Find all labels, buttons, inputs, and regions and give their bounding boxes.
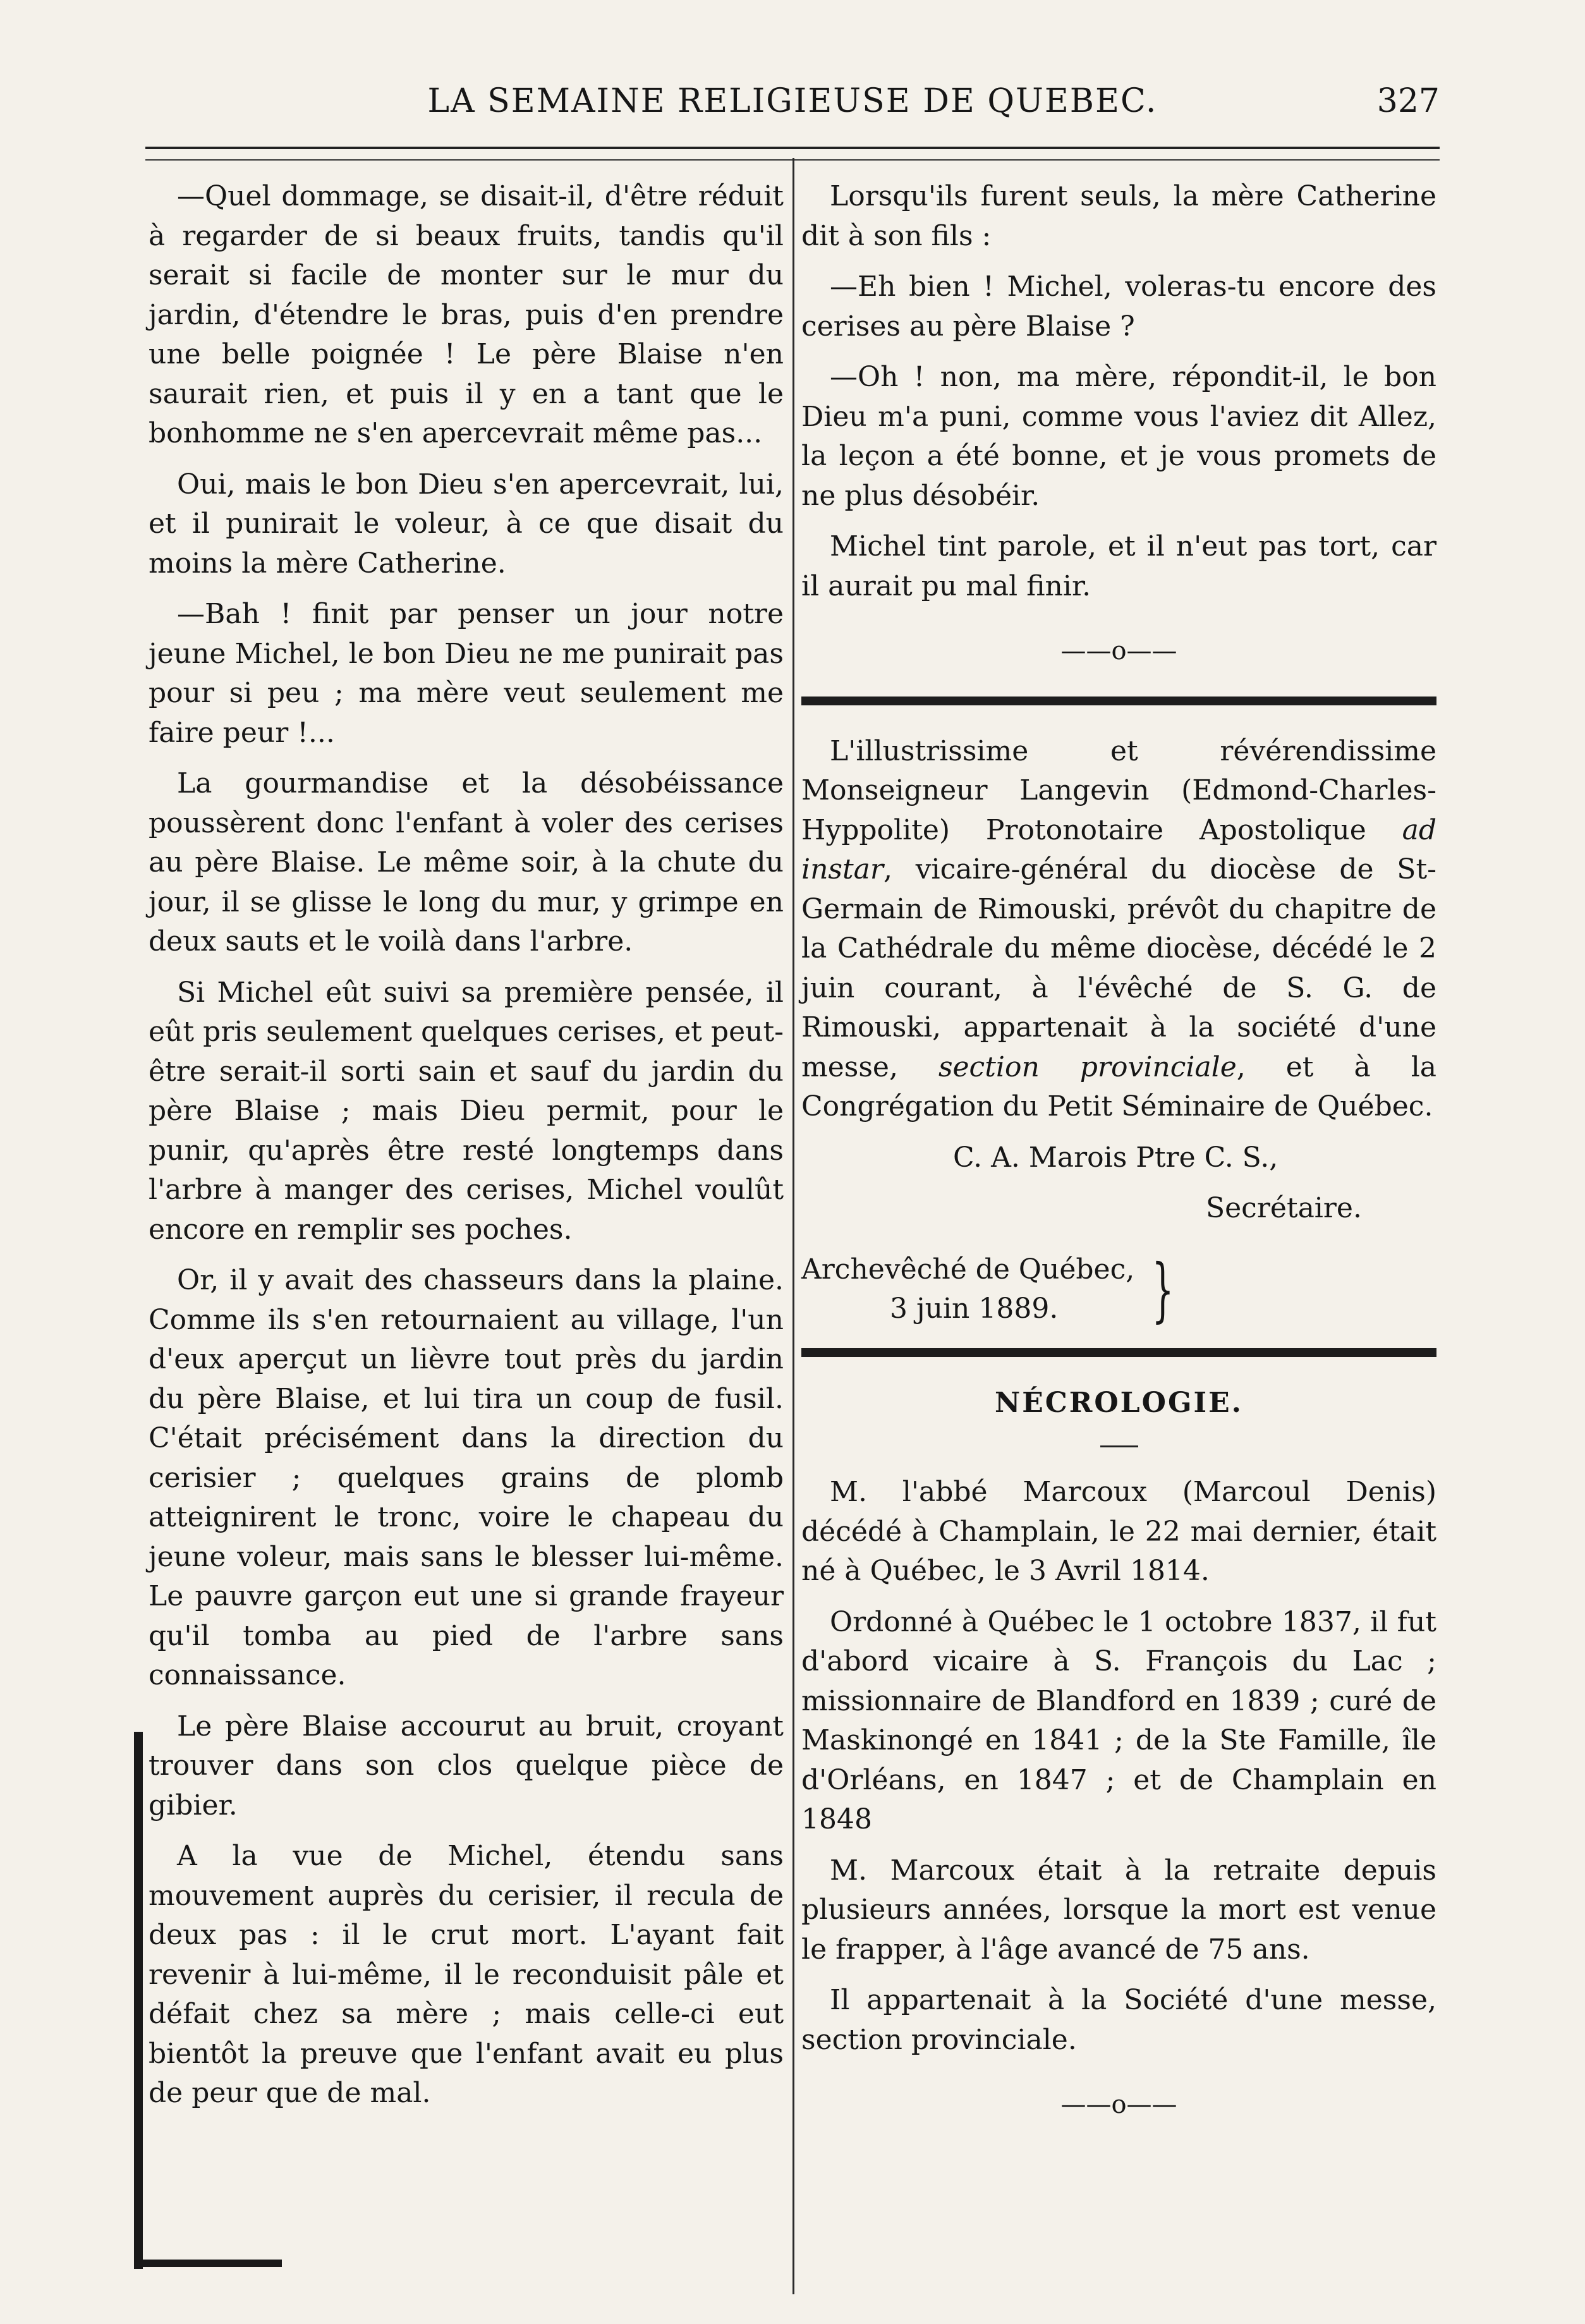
- paragraph: Or, il y avait des chasseurs dans la plaine. Comme ils s'en retournaient au village, l'un d'eux aperçut un lièvre tout près du jardin du père Blaise, et lui tira un coup de fusil. C'était précisément dans la direction du cerisier ; quelques grains de plomb atteignirent le tronc, voire le chapeau du jeune voleur, mais sans le blesser lui-même. Le pauvre garçon eut une si grande frayeur qu'il tomba au pied de l'arbre sans connaissance.: [149, 1264, 784, 1691]
- dateline-date: 3 juin 1889.: [890, 1293, 1059, 1325]
- margin-mark-foot: [143, 2260, 282, 2267]
- paragraph: Si Michel eût suivi sa première pensée, il eût pris seulement quelques cerises, et peut-être serait-il sorti sain et sauf du jardin du père Blaise ; mais Dieu permit, pour le punir, qu'après être resté longtemps dans l'arbre à manger des cerises, Michel voulût encore en remplir ses poches.: [149, 976, 784, 1246]
- signature-title: Secrétaire.: [1206, 1192, 1362, 1224]
- thick-rule: [801, 697, 1436, 705]
- brace-glyph: }: [1151, 1249, 1174, 1330]
- paragraph: —Eh bien ! Michel, voleras-tu encore des cerises au père Blaise ?: [801, 271, 1436, 343]
- right-column: [801, 177, 1436, 2150]
- paragraph: M. Marcoux était à la retraite depuis plusieurs années, lorsque la mort est venue le frapper, à l'âge avancé de 75 ans.: [801, 1854, 1436, 1966]
- notice-italic: section provinciale: [938, 1050, 1237, 1083]
- section-separator: ——o——: [1060, 636, 1177, 666]
- paragraph: —Quel dommage, se disait-il, d'être réduit à regarder de si beaux fruits, tandis qu'il serait si facile de monter sur le mur du jardin, d'étendre le bras, puis d'en prendre une belle poignée ! Le père Blaise n'en saurait rien, et puis il y en a tant que le bonhomme ne s'en apercevrait même pas...: [149, 180, 784, 449]
- page-header: [145, 76, 1440, 133]
- paragraph: Michel tint parole, et il n'eut pas tort, car il aurait pu mal finir.: [801, 530, 1436, 602]
- notice-text: , et à la Congrégation du Petit Séminaire de Québec.: [801, 1050, 1436, 1122]
- column-divider: [792, 158, 794, 2294]
- notice-text: , vicaire-général du diocèse de St-Germain de Rimouski, prévôt du chapitre de la Cathédrale du même diocèse, décédé le 2 juin courant, à l'évêché de S. G. de Rimouski, appartenait à la société d'une messe,: [801, 853, 1436, 1083]
- paragraph: —Oh ! non, ma mère, répondit-il, le bon Dieu m'a puni, comme vous l'aviez dit Allez, la leçon a été bonne, et je vous promets de ne plus désobéir.: [801, 361, 1436, 512]
- dateline-lines: [801, 1250, 1134, 1329]
- paragraph: Ordonné à Québec le 1 octobre 1837, il fut d'abord vicaire à S. François du Lac ; missionnaire de Blandford en 1839 ; curé de Maskinongé en 1841 ; de la Ste Famille, île d'Orléans, en 1847 ; et de Champlain en 1848: [801, 1605, 1436, 1835]
- dateline: [801, 1250, 1436, 1329]
- dateline-place: Archevêché de Québec,: [801, 1253, 1135, 1286]
- obituary-notice: [801, 732, 1436, 1127]
- short-rule: [1100, 1445, 1138, 1447]
- paragraph: A la vue de Michel, étendu sans mouvement auprès du cerisier, il recula de deux pas : il le crut mort. L'ayant fait revenir à lui-même, il le reconduisit pâle et défait chez sa mère ; mais celle-ci eut bientôt la preuve que l'enfant avait eu plus de peur que de mal.: [149, 1840, 784, 2109]
- signature-name: C. A. Marois Ptre C. S.,: [953, 1141, 1278, 1174]
- paragraph: M. l'abbé Marcoux (Marcoul Denis) décédé à Champlain, le 22 mai dernier, était né à Québec, le 3 Avril 1814.: [801, 1476, 1436, 1587]
- notice-italic: ad instar: [801, 813, 1436, 885]
- paragraph: Oui, mais le bon Dieu s'en apercevrait, lui, et il punirait le voleur, à ce que disait du moins la mère Catherine.: [149, 468, 784, 580]
- section-heading: NÉCROLOGIE.: [995, 1386, 1243, 1419]
- thick-rule: [801, 1348, 1436, 1357]
- paragraph: La gourmandise et la désobéissance poussèrent donc l'enfant à voler des cerises au père Blaise. Le même soir, à la chute du jour, il se glisse le long du mur, y grimpe en deux sauts et le voilà dans l'arbre.: [149, 767, 784, 958]
- left-column: [149, 177, 784, 2125]
- margin-mark: [134, 1732, 143, 2269]
- paragraph: Lorsqu'ils furent seuls, la mère Catherine dit à son fils :: [801, 180, 1436, 252]
- notice-text: L'illustrissime et révérendissime Monseigneur Langevin (Edmond-Charles-Hyppolite) Protonotaire Apostolique: [801, 734, 1436, 846]
- paragraph: Il appartenait à la Société d'une messe, section provinciale.: [801, 1984, 1436, 2056]
- paragraph: Le père Blaise accourut au bruit, croyant trouver dans son clos quelque pièce de gibier.: [149, 1710, 784, 1822]
- section-separator: ——o——: [1060, 2090, 1177, 2119]
- page-number: 327: [1376, 82, 1440, 120]
- running-title: LA SEMAINE RELIGIEUSE DE QUEBEC.: [427, 82, 1158, 120]
- paragraph: —Bah ! finit par penser un jour notre jeune Michel, le bon Dieu ne me punirait pas pour si peu ; ma mère veut seulement me faire peur !...: [149, 598, 784, 749]
